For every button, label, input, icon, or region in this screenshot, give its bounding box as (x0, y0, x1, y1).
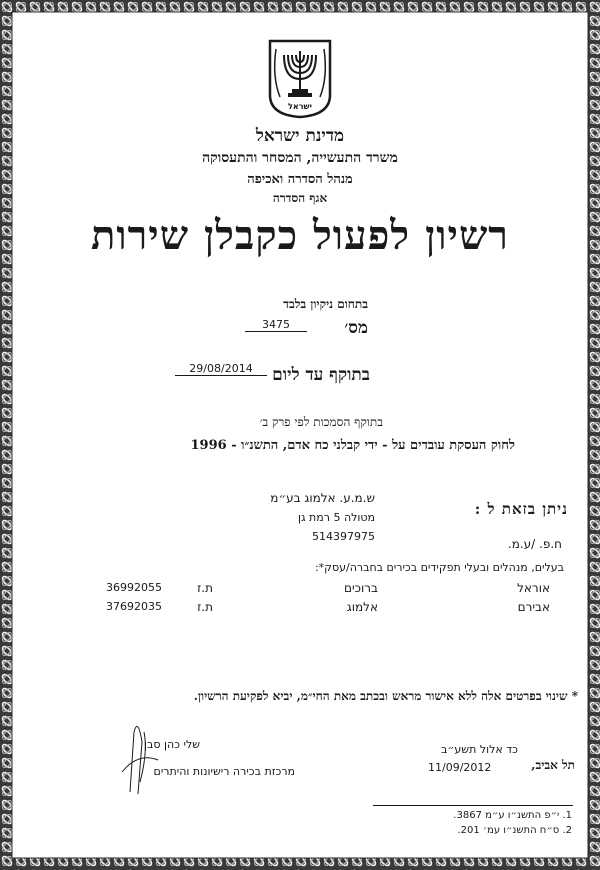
owner-first-name: אוראל (517, 581, 550, 595)
owner-id: 36992055 (106, 581, 162, 594)
validity-date: 29/08/2014 (175, 362, 267, 376)
state-name: מדינת ישראל (255, 126, 345, 146)
signer-role: מרכזת בכירה רישיונות והיתרים (153, 765, 295, 778)
footnote-1: 1. י״פ התשנ״ו ע״מ 3867. (453, 810, 572, 821)
issue-date: 11/09/2012 (428, 761, 492, 774)
signature-mark (108, 712, 168, 797)
owner-id-label: ת.ז (197, 581, 213, 595)
hebrew-date: כד אלול תשע״ב (440, 743, 518, 756)
emblem-caption: ישראל (288, 102, 312, 111)
number-label: מס׳ (344, 318, 368, 338)
owner-last-name: אלמוג (346, 600, 378, 614)
ministry-name: משרד התעשייה, המסחר והתעסוקה (202, 150, 398, 166)
signer-name: שלי כהן סבן (144, 738, 200, 751)
menorah-emblem-icon (266, 37, 334, 119)
division-name: אגף הסדרה (272, 191, 328, 205)
validity-label: בתוקף עד ליום (272, 365, 370, 385)
owners-heading: בעלים, מנהלים ובעלי תפקידים בכירים בחברה/עסק*: (314, 561, 564, 574)
footnote-2: 2. ס״ח התשנ״ו עמ׳ 201. (457, 825, 572, 836)
owner-last-name: ברוכים (344, 581, 378, 595)
company-reg-number: 514397975 (312, 530, 375, 543)
authority-line-1: בתוקף הסמכות לפי פרק ב׳ (259, 415, 383, 429)
owner-id: 37692035 (106, 600, 162, 613)
owner-first-name: אבירם (517, 600, 550, 614)
company-address: מטולה 5 רמת גן (298, 511, 375, 524)
number-value: 3475 (245, 318, 307, 332)
authority-line-2: לחוק העסקת עובדים על - ידי קבלני כח אדם, התשנ״ו - 1996 (190, 438, 515, 453)
owner-id-label: ת.ז (197, 600, 213, 614)
change-warning-note: * שינוי בפרטים אלה ללא אישור מראש ובכתב מאת החי״מ, יביא לפקיעת הרשיון. (193, 689, 578, 703)
issued-to-label: ניתן בזאת ל : (474, 500, 568, 518)
page-title: רשיון לפעול כקבלן שירות (91, 212, 509, 259)
company-reg-label: ח.פ. /ע.מ. (507, 537, 562, 551)
license-field: בתחום ניקיון בלבד (283, 297, 368, 311)
footnote-divider (373, 805, 573, 806)
issue-place: תל אביב, (531, 758, 575, 772)
administration-name: מנהל הסדרה ואכיפה (247, 172, 353, 187)
company-name: ש.מ.ע. אלמוג בע״מ (270, 491, 375, 505)
